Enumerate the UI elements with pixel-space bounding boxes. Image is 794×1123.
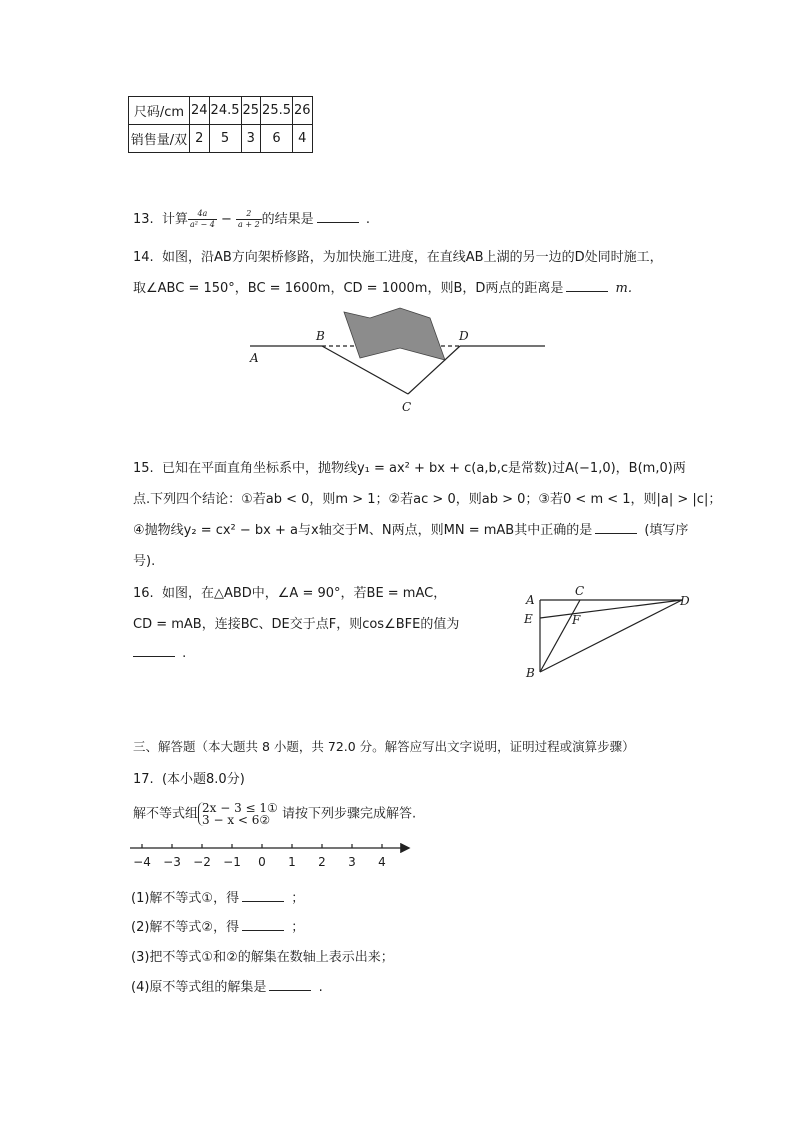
- table-cell: 2: [190, 125, 210, 153]
- inequality-system: [198, 802, 278, 826]
- axis-tick-label: −3: [163, 855, 181, 869]
- answer-blank[interactable]: [317, 210, 359, 223]
- lake-shape: [344, 308, 445, 360]
- label-c: C: [575, 586, 585, 598]
- bridge-figure: [240, 300, 560, 420]
- table-cell: 5: [209, 125, 241, 153]
- q16-line2: CD = mAB，连接BC、DE交于点F，则cos∠BFE的值为: [133, 617, 460, 632]
- label-e: E: [524, 612, 533, 626]
- axis-tick-label: −4: [133, 855, 151, 869]
- question-16-line3: [133, 644, 186, 661]
- q17-intro-end: 请按下列步骤完成解答.: [281, 806, 417, 822]
- segment-de: [540, 600, 682, 618]
- axis-tick-label: −2: [193, 855, 211, 869]
- table-cell: 25: [241, 97, 261, 125]
- answer-blank[interactable]: [242, 918, 284, 931]
- question-number: 16.: [133, 586, 154, 601]
- q15-line4: 号).: [133, 554, 156, 569]
- table-row-label: 销售量/双: [129, 125, 190, 153]
- answer-blank[interactable]: [595, 521, 637, 534]
- fraction-denominator: a² − 4: [189, 220, 215, 229]
- label-c: C: [402, 400, 412, 414]
- inequality-1: 2x − 3 ≤ 1①: [202, 801, 278, 815]
- step-punct: ；: [291, 891, 305, 906]
- q17-intro-start: 解不等式组: [133, 806, 199, 822]
- axis-tick-label: −1: [223, 855, 241, 869]
- label-d: D: [459, 329, 469, 343]
- table-cell: 6: [261, 125, 293, 153]
- label-b: B: [526, 666, 535, 680]
- inequality-2: 3 − x < 6②: [202, 813, 271, 827]
- question-14-line2: [133, 277, 632, 296]
- step-text: (4)原不等式组的解集是: [131, 980, 267, 995]
- table-row: [129, 97, 313, 125]
- step-text: (3)把不等式①和②的解集在数轴上表示出来；: [131, 950, 394, 965]
- axis-tick-label: 1: [288, 855, 296, 869]
- table-cell: 4: [293, 125, 313, 153]
- label-a: A: [250, 351, 259, 365]
- q17-step2: [131, 916, 304, 935]
- label-d: D: [680, 594, 690, 608]
- label-a: A: [526, 593, 535, 607]
- answer-blank[interactable]: [133, 644, 175, 657]
- question-15-line3: [133, 519, 688, 538]
- question-17-intro: [133, 802, 416, 826]
- table-cell: 25.5: [261, 97, 293, 125]
- table-cell: 24: [190, 97, 210, 125]
- fraction-numerator: 2: [236, 209, 262, 220]
- q13-prefix: 计算: [161, 212, 188, 227]
- table-cell: 24.5: [209, 97, 241, 125]
- question-number: 15.: [133, 461, 154, 476]
- q14-line1: 如图，沿AB方向架桥修路，为加快施工进度，在直线AB上湖的另一边的D处同时施工，: [161, 250, 663, 265]
- table-cell: 26: [293, 97, 313, 125]
- q15-line3-start: ④抛物线y₂ = cx² − bx + a与x轴交于M、N两点，则MN = mAB其中正确的是: [133, 523, 593, 538]
- label-b: B: [316, 329, 325, 343]
- step-punct: .: [318, 980, 323, 995]
- answer-blank[interactable]: [269, 978, 311, 991]
- q17-points: (本小题8.0分): [161, 772, 245, 787]
- question-14: [133, 246, 663, 265]
- minus-sign: −: [220, 212, 232, 227]
- answer-blank[interactable]: [242, 889, 284, 902]
- axis-tick-label: 2: [318, 855, 326, 869]
- fraction-denominator: a + 2: [238, 220, 260, 229]
- question-13: [133, 208, 370, 230]
- question-17: [133, 768, 245, 787]
- q17-step3: [131, 946, 394, 965]
- step-text: (1)解不等式①，得: [131, 891, 240, 906]
- question-15-line2: [133, 488, 721, 507]
- fraction-2: [236, 209, 262, 230]
- axis-tick-label: 3: [348, 855, 356, 869]
- q15-line1: 已知在平面直角坐标系中，抛物线y₁ = ax² + bx + c(a,b,c是常数)过A(−1,0)，B(m,0)两: [161, 461, 686, 476]
- triangle-figure: [520, 586, 700, 686]
- question-16: [133, 582, 446, 601]
- number-line: [128, 838, 418, 872]
- q16-line3-end: .: [182, 646, 187, 661]
- table-cell: 3: [241, 125, 261, 153]
- question-number: 17.: [133, 772, 154, 787]
- q13-suffix: 的结果是: [261, 212, 314, 227]
- answer-blank[interactable]: [566, 279, 608, 292]
- q17-step4: [131, 976, 323, 995]
- table-row: [129, 125, 313, 153]
- q14-line2-end: m.: [615, 281, 632, 296]
- table-header-label: 尺码/cm: [129, 97, 190, 125]
- fraction-1: [188, 209, 217, 230]
- q15-line3-end: (填写序: [644, 523, 689, 538]
- segment-bd: [540, 600, 682, 672]
- section-heading: 三、解答题（本大题共 8 小题，共 72.0 分。解答应写出文字说明，证明过程或演算步骤）: [133, 739, 635, 754]
- step-text: (2)解不等式②，得: [131, 920, 240, 935]
- question-15-line4: [133, 550, 155, 569]
- label-f: F: [572, 613, 581, 627]
- question-16-line2: [133, 613, 459, 632]
- q14-line2-start: 取∠ABC = 150°，BC = 1600m，CD = 1000m，则B，D两点的距离是: [133, 281, 564, 296]
- q16-line1: 如图，在△ABD中，∠A = 90°，若BE = mAC，: [161, 586, 447, 601]
- q17-step1: [131, 887, 304, 906]
- axis-tick-label: 0: [258, 855, 266, 869]
- axis-tick-label: 4: [378, 855, 386, 869]
- question-15: [133, 457, 686, 476]
- q15-line2: 点.下列四个结论：①若ab < 0，则m > 1；②若ac > 0，则ab > 0；③若0 < m < 1，则|a| > |c|；: [133, 492, 722, 507]
- size-sales-table: [128, 96, 313, 153]
- q13-end: .: [365, 212, 370, 227]
- fraction-numerator: 4a: [188, 209, 217, 220]
- question-number: 13.: [133, 212, 154, 227]
- question-number: 14.: [133, 250, 154, 265]
- step-punct: ；: [291, 920, 305, 935]
